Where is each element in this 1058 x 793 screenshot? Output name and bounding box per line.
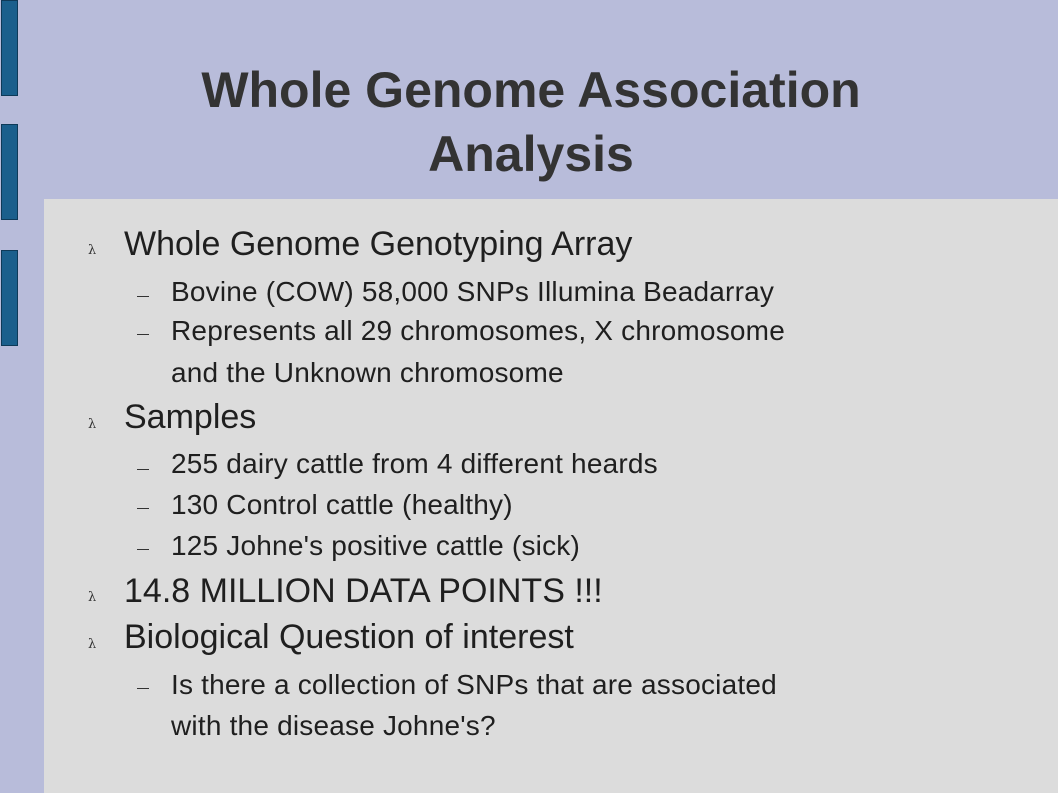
- slide-title-line-2: Analysis: [428, 126, 634, 182]
- lambda-bullet-icon: λ: [88, 637, 97, 652]
- dash-bullet-icon: [137, 549, 149, 550]
- sub-bullet-bovine-snps: Bovine (COW) 58,000 SNPs Illumina Beadarray: [171, 276, 775, 307]
- dash-bullet-icon: [137, 334, 149, 335]
- sub-bullet-snp-question-continued: with the disease Johne's?: [171, 710, 496, 741]
- left-decoration-bar: [0, 0, 44, 793]
- lambda-bullet-icon: λ: [88, 590, 97, 605]
- bullet-genotyping-array: Whole Genome Genotyping Array: [124, 225, 633, 263]
- sub-bullet-snp-question: Is there a collection of SNPs that are associated: [171, 669, 777, 700]
- dash-bullet-icon: [137, 688, 149, 689]
- slide-title-line-1: Whole Genome Association: [201, 62, 861, 118]
- left-decoration-block-3: [1, 250, 18, 346]
- lambda-bullet-icon: λ: [88, 243, 97, 258]
- sub-bullet-control-cattle: 130 Control cattle (healthy): [171, 489, 513, 520]
- sub-bullet-chromosomes: Represents all 29 chromosomes, X chromosome: [171, 315, 785, 346]
- bullet-samples: Samples: [124, 398, 257, 436]
- sub-bullet-positive-cattle: 125 Johne's positive cattle (sick): [171, 530, 580, 561]
- lambda-bullet-icon: λ: [88, 417, 97, 432]
- bullet-data-points: 14.8 MILLION DATA POINTS !!!: [124, 572, 603, 610]
- bullet-biological-question: Biological Question of interest: [124, 618, 574, 656]
- slide-title: [44, 58, 1018, 186]
- sub-bullet-chromosomes-continued: and the Unknown chromosome: [171, 357, 564, 388]
- sub-bullet-dairy-cattle: 255 dairy cattle from 4 different heards: [171, 448, 658, 479]
- dash-bullet-icon: [137, 296, 149, 297]
- dash-bullet-icon: [137, 469, 149, 470]
- left-decoration-block-2: [1, 124, 18, 220]
- dash-bullet-icon: [137, 508, 149, 509]
- left-decoration-block-1: [1, 0, 18, 96]
